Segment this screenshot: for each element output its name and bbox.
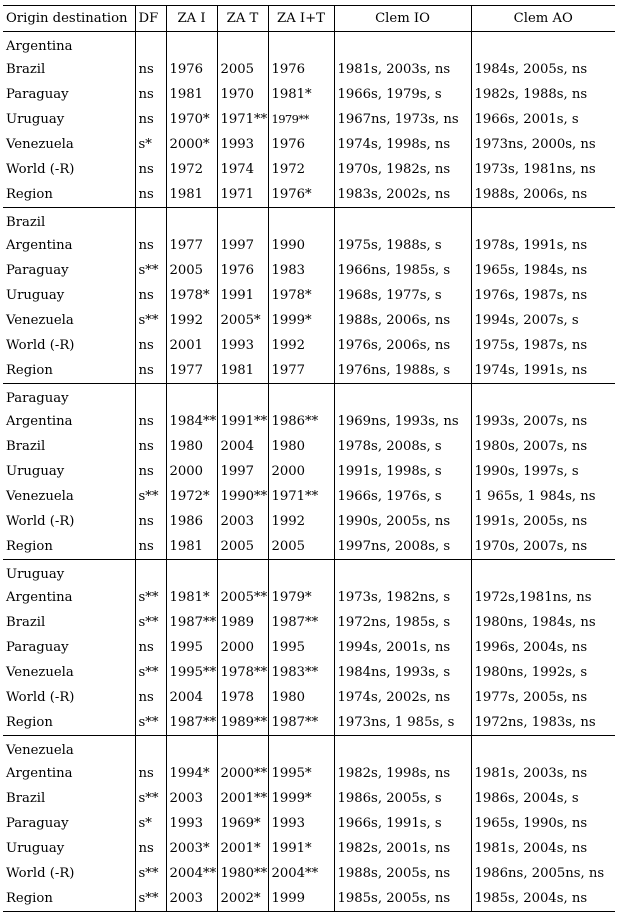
cell-za-i-t: 1981*	[268, 82, 334, 107]
cell-clem-io: 1968s, 1977s, s	[334, 283, 471, 308]
cell-origin-destination: Region	[3, 886, 135, 912]
empty-cell	[135, 32, 166, 58]
cell-clem-ao: 1982s, 1988s, ns	[474, 87, 588, 102]
empty-cell	[135, 560, 166, 586]
cell-za-i-t: 1992	[268, 333, 334, 358]
empty-cell	[334, 208, 471, 234]
cell-clem-io: 1975s, 1988s, s	[334, 233, 471, 258]
cell-clem-io: 1986s, 2005s, s	[334, 786, 471, 811]
table-row	[3, 710, 615, 736]
cell-za-i: 2005	[166, 258, 217, 283]
cell-origin-destination: Region	[3, 358, 135, 384]
cell-za-i: 1977	[166, 358, 217, 384]
cell-clem-ao: 1965s, 1990s, ns	[474, 816, 588, 831]
cell-origin-destination: Region	[3, 534, 135, 560]
cell-za-i: 1994*	[166, 761, 217, 786]
cell-df: ns	[135, 534, 166, 560]
cell-za-i: 1980	[166, 434, 217, 459]
cell-za-i-t: 2000	[268, 459, 334, 484]
cell-df: ns	[135, 82, 166, 107]
cell-clem-io: 1966s, 1979s, s	[334, 82, 471, 107]
cell-za-t: 1989**	[217, 710, 268, 736]
empty-cell	[217, 32, 268, 58]
cell-za-i-t: 1977	[268, 358, 334, 384]
cell-za-t: 2003	[217, 509, 268, 534]
empty-cell	[166, 560, 217, 586]
cell-origin-destination: Venezuela	[3, 660, 135, 685]
cell-clem-ao: 1966s, 2001s, s	[474, 112, 579, 127]
cell-df: ns	[135, 635, 166, 660]
cell-clem-io: 1978s, 2008s, s	[334, 434, 471, 459]
cell-za-i: 2000*	[166, 132, 217, 157]
cell-za-i: 1995	[166, 635, 217, 660]
cell-za-i-t: 1983	[268, 258, 334, 283]
table-row	[3, 786, 615, 811]
cell-za-i-t: 1995*	[268, 761, 334, 786]
cell-df: ns	[135, 434, 166, 459]
cell-clem-ao: 1980ns, 1984s, ns	[474, 615, 596, 630]
empty-cell	[217, 560, 268, 586]
table-row	[3, 182, 615, 208]
cell-df: ns	[135, 685, 166, 710]
cell-za-i: 2003*	[166, 836, 217, 861]
cell-clem-io: 1973ns, 1 985s, s	[334, 710, 471, 736]
group-label: Argentina	[3, 32, 135, 58]
empty-cell	[471, 736, 615, 762]
group-label: Venezuela	[3, 736, 135, 762]
cell-za-i-t: 1987**	[268, 610, 334, 635]
header-clem-ao: Clem AO	[471, 6, 615, 32]
cell-za-t: 1997	[217, 233, 268, 258]
cell-clem-ao: 1972s,1981ns, ns	[474, 590, 592, 605]
cell-za-t: 1991	[217, 283, 268, 308]
group-header-row	[3, 32, 615, 58]
table-row	[3, 57, 615, 82]
cell-za-i-t: 1999	[268, 886, 334, 912]
cell-origin-destination: Argentina	[3, 761, 135, 786]
cell-clem-io: 1967ns, 1973s, ns	[334, 107, 471, 132]
table-row	[3, 233, 615, 258]
cell-clem-io: 1973s, 1982ns, s	[334, 585, 471, 610]
table-row	[3, 886, 615, 912]
empty-cell	[135, 384, 166, 410]
cell-clem-ao: 1986ns, 2005ns, ns	[474, 866, 605, 881]
cell-origin-destination: Paraguay	[3, 258, 135, 283]
cell-clem-io: 1991s, 1998s, s	[334, 459, 471, 484]
cell-za-i: 2001	[166, 333, 217, 358]
cell-za-i-t: 1999*	[268, 308, 334, 333]
cell-za-t: 2005*	[217, 308, 268, 333]
cell-za-t: 2004	[217, 434, 268, 459]
cell-za-t: 2002*	[217, 886, 268, 912]
cell-origin-destination: Paraguay	[3, 635, 135, 660]
cell-za-t: 1971**	[217, 107, 268, 132]
header-za-t: ZA T	[217, 6, 268, 32]
cell-df: ns	[135, 409, 166, 434]
cell-origin-destination: Brazil	[3, 57, 135, 82]
cell-df: ns	[135, 358, 166, 384]
cell-za-t: 1976	[217, 258, 268, 283]
cell-za-i-t: 1999*	[268, 786, 334, 811]
cell-za-i: 1984**	[166, 409, 217, 434]
table-row	[3, 132, 615, 157]
cell-clem-io: 1969ns, 1993s, ns	[334, 409, 471, 434]
cell-za-t: 1980**	[217, 861, 268, 886]
cell-za-i: 2003	[166, 786, 217, 811]
cell-clem-ao: 1970s, 2007s, ns	[471, 534, 615, 560]
cell-za-i: 1972*	[166, 484, 217, 509]
empty-cell	[334, 384, 471, 410]
cell-clem-io: 1985s, 2005s, ns	[334, 886, 471, 912]
cell-za-t: 1978**	[217, 660, 268, 685]
cell-clem-ao: 1994s, 2007s, s	[474, 313, 579, 328]
cell-df: s**	[135, 258, 166, 283]
cell-za-i-t: 1979*	[268, 585, 334, 610]
cell-origin-destination: Uruguay	[3, 836, 135, 861]
table-header	[3, 6, 615, 32]
cell-za-i-t: 1987**	[268, 710, 334, 736]
cell-clem-ao: 1984s, 2005s, ns	[474, 62, 588, 77]
cell-df: ns	[135, 57, 166, 82]
cell-za-t: 2001**	[217, 786, 268, 811]
cell-clem-io: 1974s, 1998s, ns	[334, 132, 471, 157]
cell-za-i-t: 1976	[268, 57, 334, 82]
cell-za-i: 1972	[166, 157, 217, 182]
cell-clem-io: 1983s, 2002s, ns	[334, 182, 471, 208]
cell-df: ns	[135, 182, 166, 208]
cell-origin-destination: Uruguay	[3, 283, 135, 308]
cell-za-i-t: 1993	[268, 811, 334, 836]
section-brazil	[3, 208, 615, 384]
cell-origin-destination: Venezuela	[3, 308, 135, 333]
cell-za-i: 1993	[166, 811, 217, 836]
cell-za-t: 1993	[217, 333, 268, 358]
cell-za-i: 1981	[166, 534, 217, 560]
cell-za-i: 1995**	[166, 660, 217, 685]
empty-cell	[268, 208, 334, 234]
empty-cell	[334, 560, 471, 586]
table-row	[3, 283, 615, 308]
cell-df: ns	[135, 233, 166, 258]
cell-za-t: 2005**	[217, 585, 268, 610]
cell-origin-destination: Brazil	[3, 434, 135, 459]
cell-za-i: 1981	[166, 182, 217, 208]
empty-cell	[166, 32, 217, 58]
cell-df: s*	[135, 811, 166, 836]
empty-cell	[334, 32, 471, 58]
cell-clem-ao: 1980ns, 1992s, s	[474, 665, 588, 680]
cell-za-i: 2004**	[166, 861, 217, 886]
cell-za-t: 1969*	[217, 811, 268, 836]
cell-origin-destination: Brazil	[3, 786, 135, 811]
group-header-row	[3, 736, 615, 762]
table-row	[3, 761, 615, 786]
cell-df: s**	[135, 610, 166, 635]
cell-df: s*	[135, 132, 166, 157]
cell-clem-ao: 1980s, 2007s, ns	[474, 439, 588, 454]
header-origin-destination: Origin destination	[3, 6, 135, 32]
section-uruguay	[3, 560, 615, 736]
cell-clem-io: 1976ns, 1988s, s	[334, 358, 471, 384]
cell-origin-destination: World (-R)	[3, 685, 135, 710]
table-row	[3, 534, 615, 560]
cell-origin-destination: Brazil	[3, 610, 135, 635]
cell-df: s**	[135, 886, 166, 912]
cell-clem-io: 1981s, 2003s, ns	[334, 57, 471, 82]
cell-za-t: 1974	[217, 157, 268, 182]
cell-origin-destination: Venezuela	[3, 484, 135, 509]
cell-df: ns	[135, 836, 166, 861]
cell-df: ns	[135, 459, 166, 484]
group-label: Uruguay	[3, 560, 135, 586]
table-row	[3, 484, 615, 509]
cell-clem-io: 1974s, 2002s, ns	[334, 685, 471, 710]
group-header-row	[3, 384, 615, 410]
section-argentina	[3, 32, 615, 208]
cell-clem-ao: 1996s, 2004s, ns	[474, 640, 588, 655]
cell-origin-destination: Region	[3, 182, 135, 208]
header-clem-io: Clem IO	[334, 6, 471, 32]
cell-clem-io: 1966s, 1991s, s	[334, 811, 471, 836]
table-row	[3, 107, 615, 132]
cell-za-i-t: 1995	[268, 635, 334, 660]
table-row	[3, 358, 615, 384]
cell-za-t: 2005	[217, 57, 268, 82]
cell-za-i: 1992	[166, 308, 217, 333]
cell-clem-ao: 1988s, 2006s, ns	[471, 182, 615, 208]
cell-clem-ao: 1973ns, 2000s, ns	[474, 137, 596, 152]
cell-origin-destination: Venezuela	[3, 132, 135, 157]
cell-df: s**	[135, 786, 166, 811]
cell-za-i: 1976	[166, 57, 217, 82]
cell-za-t: 2001*	[217, 836, 268, 861]
cell-df: ns	[135, 333, 166, 358]
cell-clem-ao: 1975s, 1987s, ns	[474, 338, 588, 353]
group-header-row	[3, 560, 615, 586]
cell-clem-ao: 1973s, 1981ns, ns	[474, 162, 596, 177]
cell-za-t: 1993	[217, 132, 268, 157]
cell-za-i: 2000	[166, 459, 217, 484]
cell-clem-io: 1966s, 1976s, s	[334, 484, 471, 509]
cell-origin-destination: Region	[3, 710, 135, 736]
cell-clem-io: 1972ns, 1985s, s	[334, 610, 471, 635]
cell-za-i: 1970*	[166, 107, 217, 132]
group-header-row	[3, 208, 615, 234]
cell-origin-destination: World (-R)	[3, 861, 135, 886]
empty-cell	[217, 736, 268, 762]
group-label: Brazil	[3, 208, 135, 234]
cell-za-t: 1971	[217, 182, 268, 208]
header-za-i-t: ZA I+T	[268, 6, 334, 32]
cell-za-i: 1981*	[166, 585, 217, 610]
table-row	[3, 635, 615, 660]
cell-origin-destination: World (-R)	[3, 333, 135, 358]
empty-cell	[217, 384, 268, 410]
cell-df: s**	[135, 660, 166, 685]
empty-cell	[217, 208, 268, 234]
cell-origin-destination: World (-R)	[3, 509, 135, 534]
cell-za-i-t: 1983**	[268, 660, 334, 685]
cell-clem-io: 1976s, 2006s, ns	[334, 333, 471, 358]
cell-za-t: 1991**	[217, 409, 268, 434]
cell-za-i-t: 2004**	[268, 861, 334, 886]
cell-clem-ao: 1974s, 1991s, ns	[471, 358, 615, 384]
results-table	[3, 5, 615, 912]
cell-origin-destination: Argentina	[3, 409, 135, 434]
cell-clem-ao: 1991s, 2005s, ns	[474, 514, 588, 529]
cell-clem-ao: 1981s, 2003s, ns	[474, 766, 588, 781]
section-venezuela	[3, 736, 615, 912]
empty-cell	[471, 32, 615, 58]
cell-df: ns	[135, 107, 166, 132]
cell-clem-ao: 1978s, 1991s, ns	[474, 238, 588, 253]
cell-clem-ao: 1990s, 1997s, s	[474, 464, 579, 479]
table-row	[3, 585, 615, 610]
table-row	[3, 434, 615, 459]
cell-za-t: 1990**	[217, 484, 268, 509]
empty-cell	[268, 384, 334, 410]
table-row	[3, 811, 615, 836]
cell-clem-ao: 1972ns, 1983s, ns	[471, 710, 615, 736]
cell-za-t: 1970	[217, 82, 268, 107]
table-row	[3, 610, 615, 635]
cell-za-i: 1987**	[166, 610, 217, 635]
cell-clem-io: 1982s, 2001s, ns	[334, 836, 471, 861]
cell-za-i-t: 1991*	[268, 836, 334, 861]
table-row	[3, 836, 615, 861]
cell-za-i: 1978*	[166, 283, 217, 308]
cell-df: s**	[135, 308, 166, 333]
cell-za-i: 1987**	[166, 710, 217, 736]
cell-za-i-t: 1976*	[268, 182, 334, 208]
cell-za-i-t: 1978*	[268, 283, 334, 308]
cell-clem-io: 1966ns, 1985s, s	[334, 258, 471, 283]
empty-cell	[471, 208, 615, 234]
cell-origin-destination: Paraguay	[3, 82, 135, 107]
cell-za-i-t: 2005	[268, 534, 334, 560]
cell-df: s**	[135, 710, 166, 736]
cell-za-i-t: 1979**	[268, 107, 334, 132]
cell-za-t: 1989	[217, 610, 268, 635]
cell-za-i-t: 1980	[268, 434, 334, 459]
cell-za-t: 1997	[217, 459, 268, 484]
cell-df: s**	[135, 585, 166, 610]
cell-origin-destination: Argentina	[3, 233, 135, 258]
empty-cell	[135, 736, 166, 762]
empty-cell	[268, 736, 334, 762]
cell-clem-io: 1994s, 2001s, ns	[334, 635, 471, 660]
table-row	[3, 509, 615, 534]
empty-cell	[268, 560, 334, 586]
table-row	[3, 861, 615, 886]
cell-clem-io: 1990s, 2005s, ns	[334, 509, 471, 534]
cell-clem-io: 1988s, 2006s, ns	[334, 308, 471, 333]
cell-clem-ao: 1986s, 2004s, s	[474, 791, 579, 806]
cell-za-i: 1981	[166, 82, 217, 107]
cell-df: ns	[135, 283, 166, 308]
table-row	[3, 258, 615, 283]
cell-za-t: 1981	[217, 358, 268, 384]
empty-cell	[268, 32, 334, 58]
table-row	[3, 157, 615, 182]
empty-cell	[471, 560, 615, 586]
table-row	[3, 685, 615, 710]
cell-za-i-t: 1992	[268, 509, 334, 534]
table-row	[3, 660, 615, 685]
header-df: DF	[135, 6, 166, 32]
cell-za-t: 1978	[217, 685, 268, 710]
cell-df: ns	[135, 509, 166, 534]
header-row	[3, 6, 615, 32]
table-row	[3, 459, 615, 484]
cell-za-t: 2005	[217, 534, 268, 560]
cell-za-i: 1986	[166, 509, 217, 534]
cell-clem-ao: 1993s, 2007s, ns	[474, 414, 588, 429]
cell-origin-destination: World (-R)	[3, 157, 135, 182]
cell-clem-io: 1970s, 1982s, ns	[334, 157, 471, 182]
cell-clem-io: 1982s, 1998s, ns	[334, 761, 471, 786]
cell-za-i-t: 1986**	[268, 409, 334, 434]
section-paraguay	[3, 384, 615, 560]
cell-origin-destination: Paraguay	[3, 811, 135, 836]
empty-cell	[166, 736, 217, 762]
group-label: Paraguay	[3, 384, 135, 410]
cell-za-t: 2000	[217, 635, 268, 660]
cell-za-i-t: 1990	[268, 233, 334, 258]
cell-za-i: 1977	[166, 233, 217, 258]
cell-clem-io: 1997ns, 2008s, s	[334, 534, 471, 560]
cell-za-i-t: 1972	[268, 157, 334, 182]
table-row	[3, 82, 615, 107]
empty-cell	[471, 384, 615, 410]
cell-clem-ao: 1 965s, 1 984s, ns	[474, 489, 596, 504]
cell-za-t: 2000**	[217, 761, 268, 786]
cell-clem-ao: 1976s, 1987s, ns	[474, 288, 588, 303]
cell-za-i: 2004	[166, 685, 217, 710]
cell-za-i-t: 1971**	[268, 484, 334, 509]
empty-cell	[166, 384, 217, 410]
table-row	[3, 308, 615, 333]
cell-origin-destination: Argentina	[3, 585, 135, 610]
cell-origin-destination: Uruguay	[3, 459, 135, 484]
cell-df: ns	[135, 157, 166, 182]
empty-cell	[166, 208, 217, 234]
cell-za-i-t: 1980	[268, 685, 334, 710]
cell-clem-ao: 1981s, 2004s, ns	[474, 841, 588, 856]
cell-df: s**	[135, 484, 166, 509]
cell-clem-io: 1988s, 2005s, ns	[334, 861, 471, 886]
empty-cell	[135, 208, 166, 234]
table-row	[3, 333, 615, 358]
cell-df: ns	[135, 761, 166, 786]
table-row	[3, 409, 615, 434]
cell-df: s**	[135, 861, 166, 886]
cell-clem-ao: 1977s, 2005s, ns	[474, 690, 588, 705]
cell-za-i-t: 1976	[268, 132, 334, 157]
cell-za-i: 2003	[166, 886, 217, 912]
cell-clem-ao: 1985s, 2004s, ns	[471, 886, 615, 912]
cell-clem-io: 1984ns, 1993s, s	[334, 660, 471, 685]
empty-cell	[334, 736, 471, 762]
cell-clem-ao: 1965s, 1984s, ns	[474, 263, 588, 278]
cell-origin-destination: Uruguay	[3, 107, 135, 132]
header-za-i: ZA I	[166, 6, 217, 32]
